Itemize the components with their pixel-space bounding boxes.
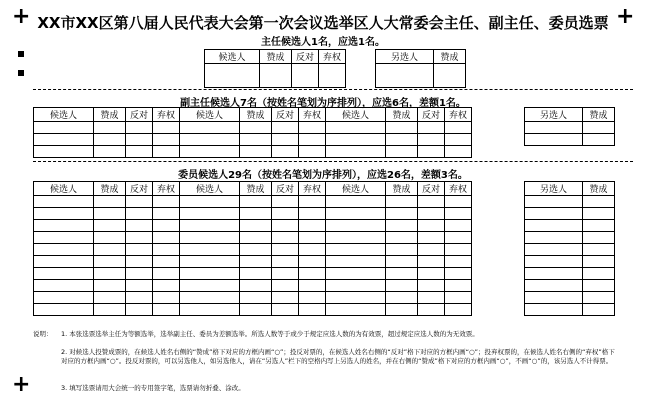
candidate-header: 候选人 [326,108,386,122]
agree-vote-box[interactable] [240,220,272,232]
abstain-vote-box[interactable] [153,134,180,146]
agree-header: 赞成 [260,50,292,64]
other-candidate-header: 另选人 [525,108,583,122]
ballot-row [525,268,615,280]
agree-vote-box[interactable] [240,304,272,316]
candidate-name-cell [180,208,240,220]
agree-vote-box[interactable] [583,244,615,256]
oppose-vote-box[interactable] [272,232,299,244]
instructions-label: 说明： [33,330,53,338]
oppose-vote-box[interactable] [292,64,319,88]
oppose-vote-box[interactable] [126,220,153,232]
candidate-name-cell [326,134,386,146]
abstain-vote-box[interactable] [445,134,472,146]
ballot-row [34,244,472,256]
oppose-vote-box[interactable] [272,280,299,292]
candidate-name-cell [180,134,240,146]
candidate-name-cell [34,268,94,280]
agree-vote-box[interactable] [94,208,126,220]
section-divider [33,89,633,90]
abstain-vote-box[interactable] [299,134,326,146]
ballot-row [525,304,615,316]
deputy-table [33,107,472,158]
oppose-vote-box[interactable] [126,208,153,220]
oppose-vote-box[interactable] [126,122,153,134]
abstain-vote-box[interactable] [153,196,180,208]
other-candidate-name-field[interactable] [525,208,583,220]
agree-vote-box[interactable] [94,256,126,268]
ballot-title: XX市XX区第八届人民代表大会第一次会议选举区人大常委会主任、副主任、委员选票 [37,14,609,32]
instruction-item: 1. 本张选票选举主任为等额选举，选举副主任、委员为差额选举。所选人数等于或少于规定应选人数的为有效票，超过规定应选人数的为无效票。 [61,330,479,338]
section-divider [33,161,633,162]
oppose-vote-box[interactable] [418,122,445,134]
other-candidate-header: 另选人 [376,50,434,64]
oppose-vote-box[interactable] [126,134,153,146]
abstain-vote-box[interactable] [445,292,472,304]
agree-vote-box[interactable] [94,196,126,208]
director-table [204,49,346,88]
agree-header: 赞成 [240,182,272,196]
alignment-square [18,51,24,57]
candidate-name-cell [326,244,386,256]
abstain-vote-box[interactable] [445,220,472,232]
abstain-vote-box[interactable] [445,256,472,268]
member-rows [34,196,472,316]
alignment-square [18,70,24,76]
abstain-vote-box[interactable] [299,122,326,134]
ballot-row [34,280,472,292]
agree-vote-box[interactable] [386,304,418,316]
oppose-vote-box[interactable] [418,304,445,316]
abstain-vote-box[interactable] [153,268,180,280]
director-other-table [375,49,466,88]
abstain-vote-box[interactable] [153,244,180,256]
candidate-name-cell [34,122,94,134]
abstain-header: 弃权 [319,50,346,64]
oppose-vote-box[interactable] [272,244,299,256]
candidate-name-cell [326,220,386,232]
abstain-vote-box[interactable] [299,268,326,280]
candidate-name-cell [34,134,94,146]
candidate-name-cell [326,280,386,292]
candidate-name-cell [180,122,240,134]
ballot-row [34,220,472,232]
oppose-vote-box[interactable] [418,146,445,158]
candidate-header: 候选人 [180,108,240,122]
abstain-vote-box[interactable] [299,208,326,220]
ballot-row [525,244,615,256]
candidate-name-cell [326,196,386,208]
agree-vote-box[interactable] [240,134,272,146]
candidate-name-cell [34,292,94,304]
abstain-vote-box[interactable] [299,232,326,244]
oppose-header: 反对 [126,182,153,196]
candidate-header: 候选人 [180,182,240,196]
agree-vote-box[interactable] [94,134,126,146]
agree-vote-box[interactable] [583,268,615,280]
abstain-header: 弃权 [445,182,472,196]
agree-vote-box[interactable] [240,196,272,208]
oppose-vote-box[interactable] [126,268,153,280]
candidate-name-cell [326,146,386,158]
oppose-vote-box[interactable] [418,208,445,220]
oppose-vote-box[interactable] [272,304,299,316]
agree-vote-box[interactable] [386,280,418,292]
candidate-header: 候选人 [205,50,260,64]
candidate-name-cell [326,268,386,280]
agree-vote-box[interactable] [386,232,418,244]
abstain-vote-box[interactable] [445,196,472,208]
agree-vote-box[interactable] [240,256,272,268]
other-candidate-name-field[interactable] [376,64,434,88]
agree-vote-box[interactable] [386,220,418,232]
oppose-header: 反对 [418,108,445,122]
candidate-name-cell [34,232,94,244]
other-candidate-name-field[interactable] [525,292,583,304]
oppose-vote-box[interactable] [272,196,299,208]
candidate-header: 候选人 [326,182,386,196]
other-candidate-header: 另选人 [525,182,583,196]
abstain-vote-box[interactable] [299,244,326,256]
abstain-vote-box[interactable] [153,304,180,316]
ballot-row [34,122,472,134]
ballot-row [525,208,615,220]
agree-header: 赞成 [94,108,126,122]
abstain-header: 弃权 [153,182,180,196]
oppose-header: 反对 [126,108,153,122]
ballot-row [525,256,615,268]
candidate-name-cell [34,280,94,292]
candidate-name-cell [326,122,386,134]
ballot-row [525,134,615,146]
abstain-vote-box[interactable] [299,220,326,232]
agree-header: 赞成 [583,182,615,196]
deputy-other-table [524,107,615,146]
candidate-name-cell [326,232,386,244]
oppose-vote-box[interactable] [272,208,299,220]
abstain-vote-box[interactable] [445,268,472,280]
agree-vote-box[interactable] [94,220,126,232]
agree-vote-box[interactable] [386,196,418,208]
candidate-name-cell [205,64,260,88]
candidate-header: 候选人 [34,182,94,196]
ballot-row [34,134,472,146]
candidate-name-cell [180,244,240,256]
deputy-section-heading: 副主任候选人7名（按姓名笔划为序排列），应选6名，差额1名。 [180,98,466,109]
member-table [33,181,472,316]
candidate-name-cell [180,146,240,158]
candidate-name-cell [34,146,94,158]
agree-vote-box[interactable] [240,280,272,292]
director-section-heading: 主任候选人1名，应选1名。 [261,37,385,48]
agree-vote-box[interactable] [386,268,418,280]
other-candidate-name-field[interactable] [525,134,583,146]
candidate-name-cell [180,304,240,316]
oppose-vote-box[interactable] [418,256,445,268]
agree-vote-box[interactable] [240,244,272,256]
agree-vote-box[interactable] [386,134,418,146]
candidate-name-cell [180,220,240,232]
agree-vote-box[interactable] [583,134,615,146]
instruction-item: 3. 填写选票请用大会统一的专用签字笔，选票请勿折叠、涂改。 [61,384,245,392]
other-candidate-name-field[interactable] [525,268,583,280]
abstain-vote-box[interactable] [153,122,180,134]
ballot-row [34,256,472,268]
agree-vote-box[interactable] [386,122,418,134]
agree-vote-box[interactable] [386,292,418,304]
abstain-vote-box[interactable] [445,304,472,316]
ballot-row [525,280,615,292]
oppose-header: 反对 [292,50,319,64]
abstain-vote-box[interactable] [153,232,180,244]
candidate-name-cell [180,256,240,268]
abstain-vote-box[interactable] [299,304,326,316]
ballot-row [525,122,615,134]
member-section-heading: 委员候选人29名（按姓名笔划为序排列），应选26名，差额3名。 [178,170,468,181]
agree-header: 赞成 [583,108,615,122]
abstain-header: 弃权 [299,182,326,196]
abstain-vote-box[interactable] [299,146,326,158]
oppose-header: 反对 [272,108,299,122]
other-candidate-name-field[interactable] [525,244,583,256]
candidate-name-cell [34,304,94,316]
candidate-name-cell [326,292,386,304]
oppose-vote-box[interactable] [126,292,153,304]
oppose-vote-box[interactable] [126,244,153,256]
agree-vote-box[interactable] [583,220,615,232]
agree-vote-box[interactable] [386,256,418,268]
other-candidate-name-field[interactable] [525,122,583,134]
oppose-vote-box[interactable] [418,268,445,280]
abstain-vote-box[interactable] [153,280,180,292]
abstain-vote-box[interactable] [153,256,180,268]
oppose-vote-box[interactable] [126,304,153,316]
agree-vote-box[interactable] [240,208,272,220]
candidate-name-cell [34,244,94,256]
oppose-header: 反对 [418,182,445,196]
ballot-row [525,292,615,304]
candidate-name-cell [180,280,240,292]
abstain-vote-box[interactable] [299,256,326,268]
abstain-vote-box[interactable] [153,208,180,220]
agree-vote-box[interactable] [240,292,272,304]
oppose-vote-box[interactable] [272,146,299,158]
agree-vote-box[interactable] [94,244,126,256]
agree-vote-box[interactable] [583,280,615,292]
agree-vote-box[interactable] [583,256,615,268]
candidate-name-cell [326,304,386,316]
abstain-vote-box[interactable] [299,196,326,208]
ballot-row [34,292,472,304]
candidate-header: 候选人 [34,108,94,122]
oppose-vote-box[interactable] [418,244,445,256]
candidate-name-cell [326,256,386,268]
agree-vote-box[interactable] [240,268,272,280]
ballot-row [525,220,615,232]
abstain-vote-box[interactable] [445,244,472,256]
oppose-vote-box[interactable] [272,268,299,280]
agree-vote-box[interactable] [386,146,418,158]
oppose-vote-box[interactable] [418,220,445,232]
abstain-vote-box[interactable] [445,280,472,292]
candidate-name-cell [326,208,386,220]
oppose-vote-box[interactable] [418,232,445,244]
oppose-vote-box[interactable] [272,292,299,304]
abstain-header: 弃权 [299,108,326,122]
other-candidate-name-field[interactable] [525,280,583,292]
agree-vote-box[interactable] [94,146,126,158]
abstain-vote-box[interactable] [299,292,326,304]
ballot-row [34,146,472,158]
oppose-vote-box[interactable] [418,196,445,208]
candidate-name-cell [180,292,240,304]
deputy-rows [34,122,472,158]
abstain-vote-box[interactable] [153,292,180,304]
agree-vote-box[interactable] [583,122,615,134]
ballot-row [34,304,472,316]
agree-vote-box[interactable] [240,146,272,158]
agree-vote-box[interactable] [583,292,615,304]
oppose-vote-box[interactable] [126,146,153,158]
agree-vote-box[interactable] [94,268,126,280]
agree-vote-box[interactable] [583,232,615,244]
abstain-vote-box[interactable] [153,146,180,158]
agree-vote-box[interactable] [94,304,126,316]
candidate-name-cell [34,220,94,232]
agree-header: 赞成 [94,182,126,196]
other-candidate-name-field[interactable] [525,196,583,208]
oppose-vote-box[interactable] [272,220,299,232]
candidate-name-cell [180,196,240,208]
agree-header: 赞成 [240,108,272,122]
other-candidate-name-field[interactable] [525,232,583,244]
agree-vote-box[interactable] [94,280,126,292]
ballot-row [34,208,472,220]
instruction-item: 2. 对候选人投赞成票的，在候选人姓名右侧的“赞成”格下对应的方框内画“○”；投反对票的，在候选人姓名右侧的“反对”格下对应的方框内画“○”；投弃权票的，在候选人姓名右侧的“弃权”格下对应的方框内画“○”。投反对票的，可以另选他人，如另选他人，请在“另选人”栏下的空格内写上另选人的姓名，并在右侧的“赞成”格下对应的方框内画“○”，不画“○”的，该另选人不计得票。 [61,348,615,365]
abstain-vote-box[interactable] [445,232,472,244]
agree-vote-box[interactable] [94,122,126,134]
agree-vote-box[interactable] [434,64,466,88]
agree-vote-box[interactable] [386,208,418,220]
oppose-header: 反对 [272,182,299,196]
abstain-header: 弃权 [445,108,472,122]
oppose-vote-box[interactable] [272,122,299,134]
ballot-row [525,196,615,208]
agree-vote-box[interactable] [94,292,126,304]
deputy-other-rows [525,122,615,146]
agree-vote-box[interactable] [583,208,615,220]
candidate-name-cell [34,256,94,268]
oppose-vote-box[interactable] [126,196,153,208]
oppose-vote-box[interactable] [418,134,445,146]
oppose-vote-box[interactable] [126,280,153,292]
agree-header: 赞成 [434,50,466,64]
oppose-vote-box[interactable] [418,292,445,304]
member-other-table [524,181,615,316]
abstain-vote-box[interactable] [319,64,346,88]
agree-vote-box[interactable] [240,232,272,244]
candidate-name-cell [34,208,94,220]
abstain-vote-box[interactable] [153,220,180,232]
candidate-name-cell [34,196,94,208]
registration-mark-top-right: + [616,4,635,29]
abstain-vote-box[interactable] [445,146,472,158]
abstain-header: 弃权 [153,108,180,122]
agree-vote-box[interactable] [386,244,418,256]
ballot-row [34,268,472,280]
agree-vote-box[interactable] [583,304,615,316]
agree-vote-box[interactable] [583,196,615,208]
candidate-name-cell [180,268,240,280]
oppose-vote-box[interactable] [126,232,153,244]
ballot-row [34,232,472,244]
other-candidate-name-field[interactable] [525,304,583,316]
ballot-row [34,196,472,208]
agree-vote-box[interactable] [260,64,292,88]
member-other-rows [525,196,615,316]
agree-vote-box[interactable] [94,232,126,244]
ballot-row [525,232,615,244]
oppose-vote-box[interactable] [272,256,299,268]
registration-mark-top-left: + [12,4,31,29]
agree-header: 赞成 [386,182,418,196]
other-candidate-name-field[interactable] [525,256,583,268]
candidate-name-cell [180,232,240,244]
other-candidate-name-field[interactable] [525,220,583,232]
abstain-vote-box[interactable] [445,122,472,134]
oppose-vote-box[interactable] [272,134,299,146]
oppose-vote-box[interactable] [418,280,445,292]
agree-vote-box[interactable] [240,122,272,134]
abstain-vote-box[interactable] [445,208,472,220]
agree-header: 赞成 [386,108,418,122]
abstain-vote-box[interactable] [299,280,326,292]
oppose-vote-box[interactable] [126,256,153,268]
registration-mark-bottom-left: + [12,372,31,397]
